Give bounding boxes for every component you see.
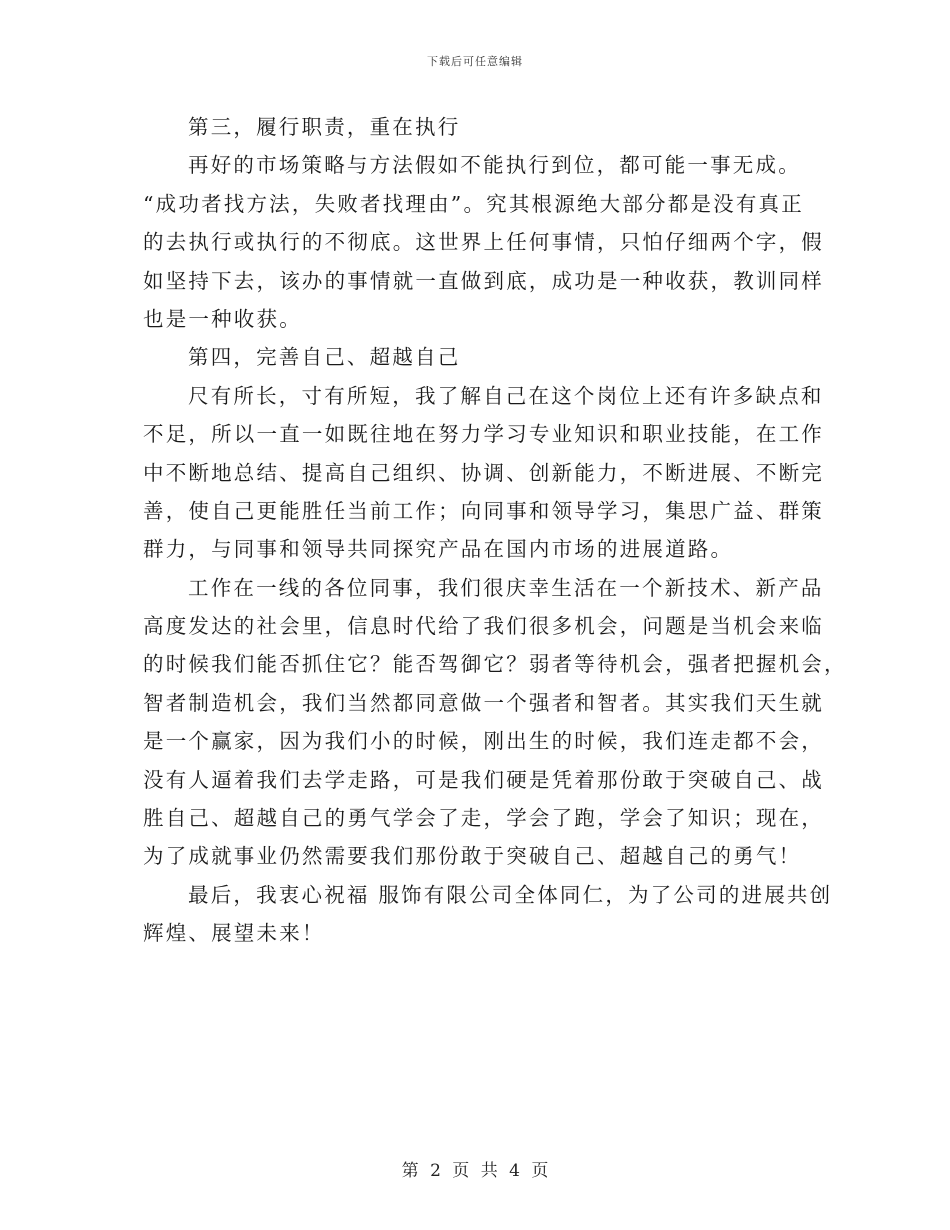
paragraph-line: 善，使自己更能胜任当前工作；向同事和领导学习，集思广益、群策 <box>143 498 824 523</box>
paragraph-line: 胜自己、超越自己的勇气学会了走，学会了跑，学会了知识；现在， <box>143 806 824 831</box>
paragraph-line: 为了成就事业仍然需要我们那份敢于突破自己、超越自己的勇气！ <box>143 844 802 869</box>
paragraph-line: 再好的市场策略与方法假如不能执行到位，都可能一事无成。 <box>188 153 801 178</box>
paragraph-line: “成功者找方法，失败者找理由”。究其根源绝大部分都是没有真正 <box>143 191 804 216</box>
paragraph-line: 如坚持下去，该办的事情就一直做到底，成功是一种收获，教训同样 <box>143 268 824 293</box>
paragraph-line: 尺有所长，寸有所短，我了解自己在这个岗位上还有许多缺点和 <box>188 383 824 408</box>
paragraph-line: 是一个赢家，因为我们小的时候，刚出生的时候，我们连走都不会， <box>143 729 824 754</box>
paragraph-line: 不足，所以一直一如既往地在努力学习专业知识和职业技能，在工作 <box>143 422 824 447</box>
paragraph-line: 高度发达的社会里，信息时代给了我们很多机会，问题是当机会来临 <box>143 614 824 639</box>
paragraph-line: 中不断地总结、提高自己组织、协调、创新能力，不断进展、不断完 <box>143 460 824 485</box>
paragraph-line: 也是一种收获。 <box>143 306 302 331</box>
document-body <box>143 108 847 953</box>
paragraph-line: 智者制造机会，我们当然都同意做一个强者和智者。其实我们天生就 <box>143 690 824 715</box>
header-note: 下载后可任意编辑 <box>427 55 523 68</box>
paragraph-line: 的时候我们能否抓住它？能否驾御它？弱者等待机会，强者把握机会， <box>143 652 847 677</box>
paragraph-line: 的去执行或执行的不彻底。这世界上任何事情，只怕仔细两个字，假 <box>143 230 824 255</box>
paragraph-line: 工作在一线的各位同事，我们很庆幸生活在一个新技术、新产品 <box>188 575 824 600</box>
paragraph-line: 辉煌、展望未来！ <box>143 921 325 946</box>
page-number-footer: 第 2 页 共 4 页 <box>401 1161 549 1181</box>
paragraph-line: 群力，与同事和领导共同探究产品在国内市场的进展道路。 <box>143 537 734 562</box>
paragraph-line: 没有人逼着我们去学走路，可是我们硬是凭着那份敢于突破自己、战 <box>143 767 824 792</box>
section-heading-3: 第三，履行职责，重在执行 <box>188 115 461 139</box>
section-heading-4: 第四，完善自己、超越自己 <box>188 345 461 370</box>
paragraph-line: 最后，我衷心祝福 服饰有限公司全体同仁，为了公司的进展共创 <box>188 882 833 907</box>
